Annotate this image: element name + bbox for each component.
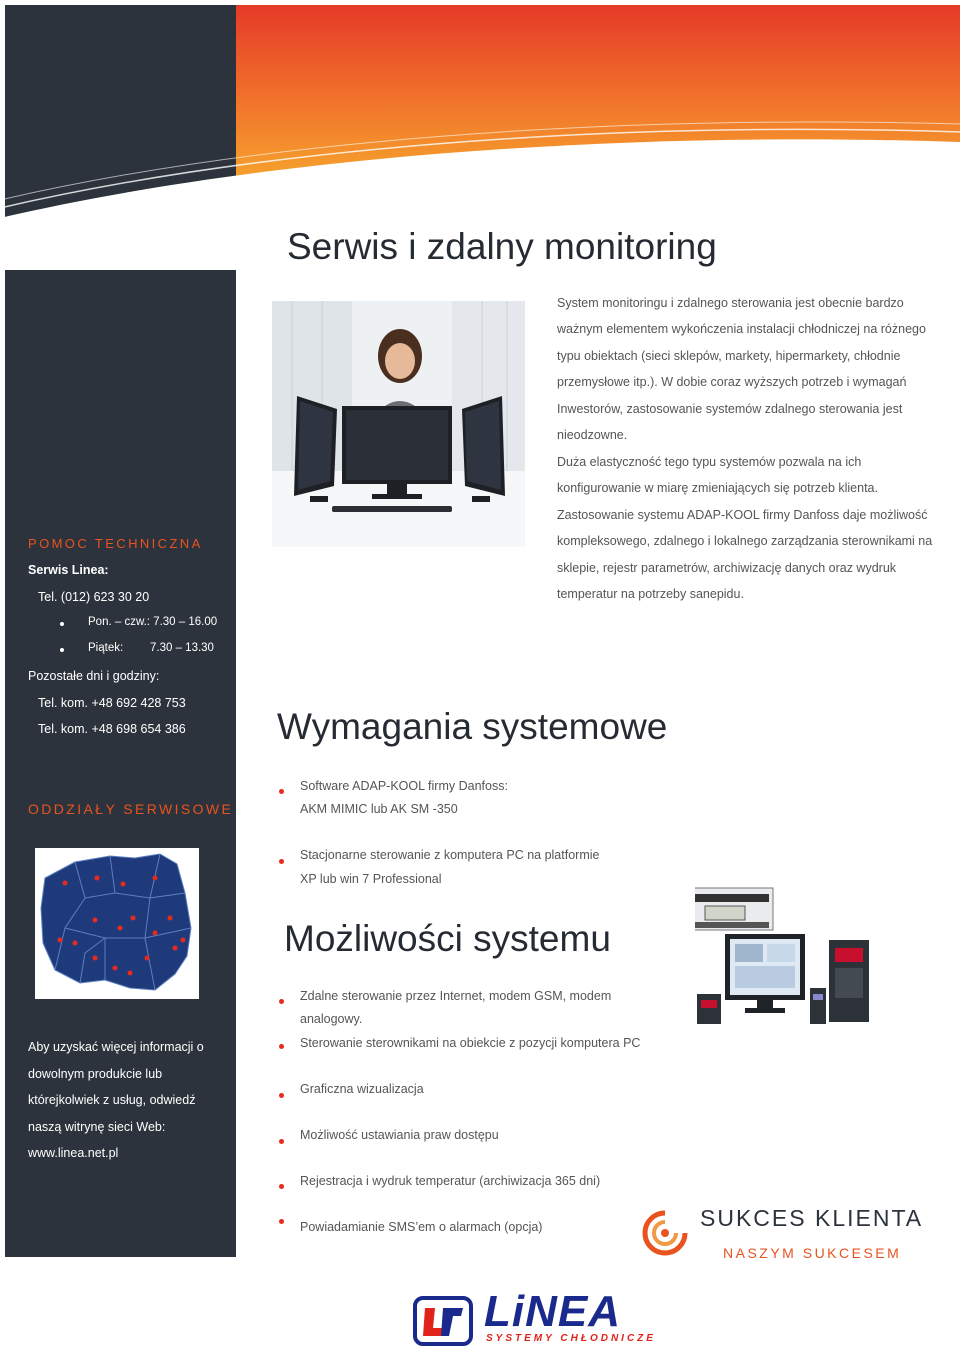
capability-line: Możliwość ustawiania praw dostępu xyxy=(300,1128,499,1142)
bullet-icon xyxy=(279,789,284,794)
hours-fri-label: Piątek: xyxy=(88,642,124,654)
bullet-icon xyxy=(279,999,284,1004)
info-line: którejkolwiek z usług, odwiedź xyxy=(28,1093,196,1107)
intro-line: Inwestorów, zastosowanie systemów zdalnego sterowania jest xyxy=(557,402,903,416)
office-monitors-photo xyxy=(272,301,525,547)
branches-heading: ODDZIAŁY SERWISOWE xyxy=(28,801,234,817)
capability-line: Zdalne sterowanie przez Internet, modem GSM, modem xyxy=(300,989,612,1003)
bullet-icon xyxy=(279,1044,284,1049)
website-link[interactable]: www.linea.net.pl xyxy=(28,1146,119,1160)
mobile-phone-1[interactable]: Tel. kom. +48 692 428 753 xyxy=(38,696,186,710)
capability-line: Powiadamianie SMS’em o alarmach (opcja) xyxy=(300,1220,543,1234)
intro-line: Duża elastyczność tego typu systemów pozwala na ich xyxy=(557,455,862,469)
info-line: Aby uzyskać więcej informacji o xyxy=(28,1040,204,1054)
intro-line: przemysłowe itp.). W dobie coraz wyższych potrzeb i wymagań xyxy=(557,375,907,389)
info-line: dowolnym produkcie lub xyxy=(28,1067,163,1081)
requirement-line: Stacjonarne sterowanie z komputera PC na platformie xyxy=(300,848,600,862)
intro-line: ważnym elementem wykończenia instalacji chłodniczej na różnego xyxy=(557,322,926,336)
other-hours-label: Pozostałe dni i godziny: xyxy=(28,669,160,683)
slogan-line-1: SUKCES KLIENTA xyxy=(700,1205,924,1231)
poland-map xyxy=(35,848,199,999)
mobile-phone-2[interactable]: Tel. kom. +48 698 654 386 xyxy=(38,722,186,736)
bullet-icon xyxy=(279,1219,284,1224)
equipment-photo xyxy=(695,882,875,1030)
bullet-icon xyxy=(279,1184,284,1189)
requirement-line: AKM MIMIC lub AK SM -350 xyxy=(300,802,458,816)
capabilities-title: Możliwości systemu xyxy=(284,918,611,959)
requirement-line: Software ADAP-KOOL firmy Danfoss: xyxy=(300,779,508,793)
intro-line: typu obiektach (sieci sklepów, markety, hipermarkety, chłodnie xyxy=(557,349,901,363)
bullet-icon xyxy=(60,648,64,652)
requirement-line: XP lub win 7 Professional xyxy=(300,872,442,886)
intro-line: nieodzowne. xyxy=(557,428,628,442)
capability-line: Rejestracja i wydruk temperatur (archiwizacja 365 dni) xyxy=(300,1174,601,1188)
slogan-swirl-icon xyxy=(640,1208,690,1258)
capability-line: Graficzna wizualizacja xyxy=(300,1082,424,1096)
intro-line: temperatur na potrzeby sanepidu. xyxy=(557,587,744,601)
hours-fri-time: 7.30 – 13.30 xyxy=(150,642,214,654)
page-title: Serwis i zdalny monitoring xyxy=(287,226,717,267)
capability-line: analogowy. xyxy=(300,1012,363,1026)
bullet-icon xyxy=(279,859,284,864)
linea-logo-icon xyxy=(413,1296,473,1346)
bullet-icon xyxy=(279,1139,284,1144)
requirements-title: Wymagania systemowe xyxy=(277,706,668,747)
bullet-icon xyxy=(279,1093,284,1098)
slogan-line-2: NASZYM SUKCESEM xyxy=(723,1245,902,1261)
service-phone[interactable]: Tel. (012) 623 30 20 xyxy=(38,590,150,604)
hours-mon-thu: Pon. – czw.: 7.30 – 16.00 xyxy=(88,616,218,628)
intro-line: sklepie, rejestr parametrów, archiwizację danych oraz wydruk xyxy=(557,561,897,575)
info-line: naszą witrynę sieci Web: xyxy=(28,1120,166,1134)
intro-line: konfigurowanie w miarę zmieniających się potrzeb klienta. xyxy=(557,481,878,495)
linea-logo-tagline: SYSTEMY CHŁODNICZE xyxy=(486,1333,656,1344)
bullet-icon xyxy=(60,622,64,626)
service-label: Serwis Linea: xyxy=(28,563,109,577)
intro-line: Zastosowanie systemu ADAP-KOOL firmy Danfoss daje możliwość xyxy=(557,508,928,522)
intro-line: kompleksowego, zdalnego i lokalnego zarządzania sterownikami na xyxy=(557,534,933,548)
intro-line: System monitoringu i zdalnego sterowania jest obecnie bardzo xyxy=(557,296,904,310)
linea-logo-text: LiNEA xyxy=(484,1287,621,1336)
support-heading: POMOC TECHNICZNA xyxy=(28,536,203,551)
capability-line: Sterowanie sterownikami na obiekcie z pozycji komputera PC xyxy=(300,1036,641,1050)
